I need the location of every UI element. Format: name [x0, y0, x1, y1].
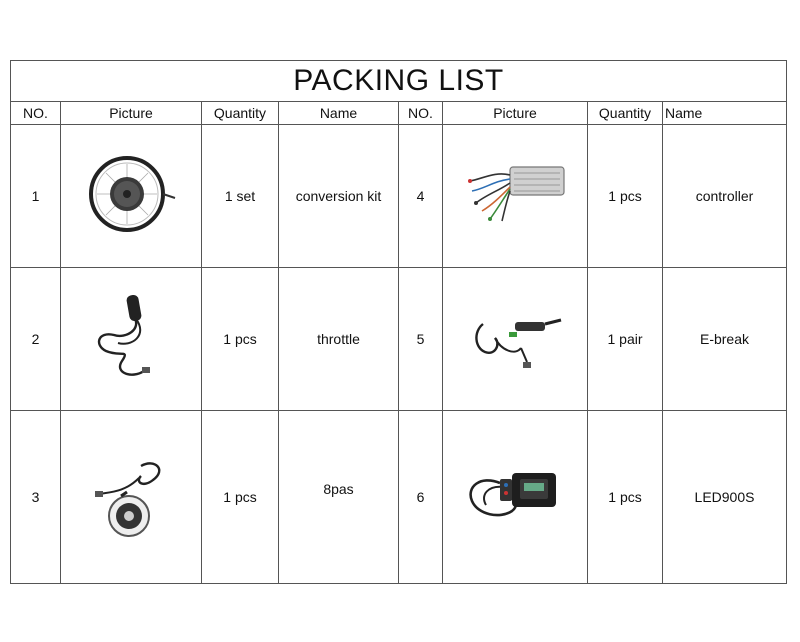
packing-list-table [10, 60, 787, 584]
item-name [279, 411, 399, 584]
item-no: 1 [11, 125, 61, 268]
wheel-motor-icon [81, 154, 181, 238]
item-quantity: 1 set [202, 125, 279, 268]
page-title: PACKING LIST [11, 61, 787, 102]
header-name-right: Name [663, 102, 787, 125]
header-no-right: NO. [399, 102, 443, 125]
item-no: 4 [399, 125, 443, 268]
header-name-left: Name [279, 102, 399, 125]
item-name: LED900S [663, 411, 787, 584]
controller-icon [460, 161, 570, 231]
item-picture [443, 125, 588, 268]
item-quantity: 1 pcs [588, 125, 663, 268]
item-quantity: 1 pcs [202, 411, 279, 584]
item-quantity: 1 pair [588, 268, 663, 411]
header-quantity-right: Quantity [588, 102, 663, 125]
header-picture-right: Picture [443, 102, 588, 125]
item-name-text: 8pas [323, 481, 354, 497]
table-row [11, 125, 787, 268]
item-no: 3 [11, 411, 61, 584]
table-row [11, 268, 787, 411]
header-picture-left: Picture [61, 102, 202, 125]
item-no: 5 [399, 268, 443, 411]
throttle-icon [86, 289, 176, 389]
item-quantity: 1 pcs [588, 411, 663, 584]
item-quantity: 1 pcs [202, 268, 279, 411]
item-picture [61, 125, 202, 268]
item-picture [61, 411, 202, 584]
e-brake-lever-icon [465, 304, 565, 374]
item-name: throttle [279, 268, 399, 411]
header-no-left: NO. [11, 102, 61, 125]
item-name: E-break [663, 268, 787, 411]
item-picture [61, 268, 202, 411]
pas-sensor-icon [81, 452, 181, 542]
item-name: conversion kit [279, 125, 399, 268]
item-name: controller [663, 125, 787, 268]
header-row [11, 102, 787, 125]
item-picture [443, 411, 588, 584]
header-quantity-left: Quantity [202, 102, 279, 125]
item-no: 6 [399, 411, 443, 584]
led-display-icon [460, 457, 570, 537]
table-row [11, 411, 787, 584]
item-no: 2 [11, 268, 61, 411]
item-picture [443, 268, 588, 411]
